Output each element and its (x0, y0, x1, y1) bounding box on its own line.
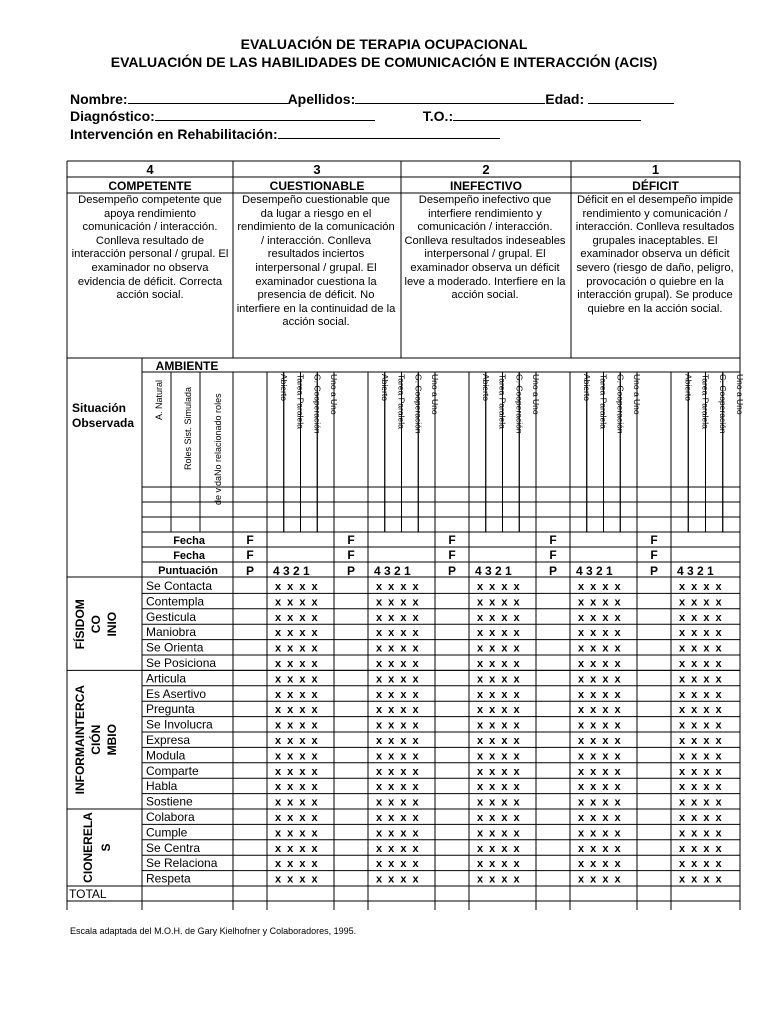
f-marker: F (347, 548, 355, 562)
x-marks: x x x x (275, 781, 320, 794)
x-marks: x x x x (679, 658, 724, 670)
fecha-label: Fecha (173, 550, 205, 562)
x-marks: x x x x (679, 581, 724, 593)
item-label: Se Relaciona (146, 856, 218, 871)
edad-field[interactable] (588, 90, 674, 104)
to-field[interactable] (453, 107, 641, 121)
x-marks: x x x x (477, 611, 522, 624)
x-marks: x x x x (376, 581, 421, 593)
f-marker: F (448, 533, 456, 547)
ambiente-header: AMBIENTE (155, 359, 219, 373)
x-marks: x x x x (679, 750, 724, 763)
x-marks: x x x x (275, 750, 320, 763)
x-marks: x x x x (477, 873, 522, 886)
x-marks: x x x x (578, 719, 623, 732)
social-col-label: G. Cooperación (717, 374, 728, 434)
x-marks: x x x x (275, 596, 320, 609)
f-marker: F (650, 548, 658, 562)
x-marks: x x x x (376, 611, 421, 624)
apellidos-field[interactable] (355, 90, 545, 104)
x-marks: x x x x (679, 611, 724, 624)
ambiente-simulada: Roles Sist. Simulada (183, 386, 193, 470)
social-col-label: Uno a Uno (531, 374, 541, 415)
f-marker: F (246, 548, 254, 562)
situacion-label: Observada (72, 416, 135, 430)
diagnostico-label: Diagnóstico: (70, 108, 155, 124)
x-marks: x x x x (679, 719, 724, 732)
f-marker: F (549, 533, 557, 547)
social-col-label: Tarea Paralela (396, 374, 407, 429)
item-label: Respeta (146, 871, 191, 886)
x-marks: x x x x (477, 842, 522, 855)
edad-label: Edad: (545, 91, 585, 107)
x-marks: x x x x (578, 765, 623, 778)
item-label: Expresa (146, 733, 191, 747)
x-marks: x x x x (477, 596, 522, 609)
x-marks: x x x x (376, 812, 421, 824)
x-marks: x x x x (679, 627, 724, 640)
level-number: 4 (146, 162, 154, 177)
item-label: Se Contacta (146, 579, 213, 593)
x-marks: x x x x (679, 858, 724, 871)
social-col-label: G. Cooperación (413, 374, 424, 434)
social-col-label: Abierto (683, 374, 694, 401)
level-name: COMPETENTE (108, 179, 192, 193)
item-label: Cumple (146, 825, 188, 840)
level-3-desc: Desempeño cuestionable que da lugar a riesgo en el rendimiento de la comunicación / interacción. Conlleva resultados inciertos interpersonal / grupal. El examinador cuestiona la presencia de déficit. No interfiere en la continuidad de la acción social. (236, 194, 396, 329)
x-marks: x x x x (275, 827, 320, 840)
field-row-3 (70, 125, 500, 143)
intervencion-label: Intervención en Rehabilitación: (70, 126, 278, 142)
apellidos-label: Apellidos: (287, 91, 356, 107)
x-marks: x x x x (477, 765, 522, 778)
social-col-label: G. Cooperación (615, 374, 626, 434)
group-label: CO (89, 615, 103, 634)
item-label: Pregunta (146, 702, 195, 717)
item-label: Sostiene (146, 794, 193, 809)
x-marks: x x x x (578, 688, 623, 701)
x-marks: x x x x (477, 796, 522, 809)
x-marks: x x x x (275, 812, 320, 824)
p-marker: P (346, 564, 356, 578)
x-marks: x x x x (275, 719, 320, 732)
item-label: Articula (146, 671, 187, 686)
x-marks: x x x x (376, 719, 421, 732)
group-label: MBIO (105, 724, 119, 756)
x-marks: x x x x (477, 719, 522, 732)
x-marks: x x x x (376, 627, 421, 640)
score-header: 4 3 2 1 (475, 564, 512, 578)
x-marks: x x x x (376, 842, 421, 855)
item-label: Habla (146, 779, 178, 794)
x-marks: x x x x (679, 827, 724, 840)
x-marks: x x x x (275, 765, 320, 778)
x-marks: x x x x (275, 673, 320, 686)
x-marks: x x x x (679, 688, 724, 701)
ambiente-no-relacionado: de vidaNo relacionado roles (213, 393, 223, 505)
x-marks: x x x x (578, 673, 623, 686)
x-marks: x x x x (376, 873, 421, 886)
x-marks: x x x x (275, 842, 320, 855)
social-col-label: Uno a Uno (735, 374, 745, 415)
x-marks: x x x x (578, 658, 623, 670)
x-marks: x x x x (578, 842, 623, 855)
x-marks: x x x x (275, 704, 320, 717)
f-marker: F (549, 548, 557, 562)
footer-note: Escala adaptada del M.O.H. de Gary Kielhofner y Colaboradores, 1995. (70, 926, 357, 936)
x-marks: x x x x (578, 642, 623, 655)
x-marks: x x x x (679, 812, 724, 824)
x-marks: x x x x (578, 581, 623, 593)
x-marks: x x x x (477, 627, 522, 640)
social-col-label: Uno a Uno (632, 374, 642, 415)
p-marker: P (548, 564, 558, 578)
x-marks: x x x x (477, 658, 522, 670)
x-marks: x x x x (578, 704, 623, 717)
f-marker: F (347, 533, 355, 547)
social-col-label: Abierto (278, 374, 289, 401)
group-label: INIO (105, 611, 119, 637)
level-name: CUESTIONABLE (269, 179, 365, 193)
total-label: TOTAL (69, 887, 107, 901)
social-col-label: Tarea Paralela (700, 374, 711, 429)
item-label: Maniobra (146, 625, 197, 640)
level-4-desc: Desempeño competente que apoya rendimiento comunicación / interacción. Conlleva resultado de interacción personal / grupal. El examinador no observa evidencia de déficit. Correcta acción social. (71, 194, 229, 302)
intervencion-field[interactable] (278, 125, 500, 139)
x-marks: x x x x (275, 735, 320, 747)
p-marker: P (649, 564, 659, 578)
score-header: 4 3 2 1 (273, 564, 310, 578)
social-col-label: Uno a Uno (430, 374, 440, 415)
group-label: INFORMAINTERCA (73, 685, 87, 795)
x-marks: x x x x (477, 735, 522, 747)
level-name: DÉFICIT (632, 179, 679, 193)
social-col-label: Uno a Uno (329, 374, 339, 415)
f-marker: F (448, 548, 456, 562)
x-marks: x x x x (679, 842, 724, 855)
social-col-label: Abierto (581, 374, 592, 401)
x-marks: x x x x (376, 673, 421, 686)
group-label: S (99, 843, 113, 852)
x-marks: x x x x (275, 688, 320, 701)
x-marks: x x x x (477, 781, 522, 794)
x-marks: x x x x (477, 827, 522, 840)
group-label: CIONERELA (81, 812, 95, 883)
p-marker: P (447, 564, 457, 578)
social-col-label: G. Cooperación (312, 374, 323, 434)
x-marks: x x x x (376, 781, 421, 794)
x-marks: x x x x (376, 658, 421, 670)
level-number: 2 (482, 162, 490, 177)
level-2-desc: Desempeño inefectivo que interfiere rendimiento y comunicación / interacción. Conlleva resultados indeseables interpersonal / grupal. El examinador observa un déficit leve a moderado. Interfiere en la acción social. (404, 194, 566, 302)
x-marks: x x x x (477, 642, 522, 655)
x-marks: x x x x (578, 596, 623, 609)
x-marks: x x x x (376, 688, 421, 701)
x-marks: x x x x (275, 658, 320, 670)
x-marks: x x x x (679, 704, 724, 717)
score-header: 4 3 2 1 (677, 564, 714, 578)
f-marker: F (246, 533, 254, 547)
x-marks: x x x x (376, 750, 421, 763)
group-label: FÍSIDOM (73, 599, 87, 650)
x-marks: x x x x (578, 873, 623, 886)
x-marks: x x x x (376, 858, 421, 871)
field-row-2 (70, 107, 641, 125)
x-marks: x x x x (679, 735, 724, 747)
x-marks: x x x x (275, 796, 320, 809)
x-marks: x x x x (578, 781, 623, 794)
x-marks: x x x x (275, 627, 320, 640)
score-header: 4 3 2 1 (576, 564, 613, 578)
item-label: Es Asertivo (146, 686, 207, 701)
x-marks: x x x x (578, 796, 623, 809)
x-marks: x x x x (578, 750, 623, 763)
x-marks: x x x x (578, 611, 623, 624)
nombre-field[interactable] (128, 90, 288, 104)
x-marks: x x x x (275, 858, 320, 871)
x-marks: x x x x (376, 596, 421, 609)
level-name: INEFECTIVO (449, 179, 523, 193)
x-marks: x x x x (275, 581, 320, 593)
puntuacion-label: Puntuación (158, 565, 218, 577)
level-1-desc: Déficit en el desempeño impide rendimiento y comunicación / interacción. Conlleva resultados grupales inaceptables. El examinador observa un déficit severo (riesgo de daño, peligro, provocación o quiebre en la interacción grupal). Se produce quiebre en la acción social. (575, 194, 735, 315)
x-marks: x x x x (275, 642, 320, 655)
ambiente-natural: A. Natural (154, 379, 164, 420)
x-marks: x x x x (578, 735, 623, 747)
x-marks: x x x x (679, 673, 724, 686)
item-label: Comparte (146, 763, 199, 778)
x-marks: x x x x (679, 642, 724, 655)
level-number: 3 (313, 162, 321, 177)
x-marks: x x x x (376, 704, 421, 717)
x-marks: x x x x (578, 812, 623, 824)
field-row-1 (70, 90, 674, 108)
x-marks: x x x x (578, 827, 623, 840)
level-number: 1 (651, 162, 660, 177)
x-marks: x x x x (679, 765, 724, 778)
x-marks: x x x x (578, 858, 623, 871)
item-label: Se Centra (146, 840, 201, 855)
nombre-label: Nombre: (70, 91, 128, 107)
x-marks: x x x x (477, 688, 522, 701)
to-label: T.O.: (422, 108, 454, 124)
item-label: Contempla (146, 594, 205, 609)
x-marks: x x x x (477, 812, 522, 824)
item-label: Modula (146, 748, 186, 763)
social-col-label: Tarea Paralela (497, 374, 508, 429)
situacion-label: Situación (72, 401, 127, 415)
item-label: Se Involucra (146, 717, 213, 732)
x-marks: x x x x (376, 765, 421, 778)
x-marks: x x x x (679, 873, 724, 886)
social-col-label: Tarea Paralela (598, 374, 609, 429)
x-marks: x x x x (578, 627, 623, 640)
x-marks: x x x x (376, 735, 421, 747)
x-marks: x x x x (376, 796, 421, 809)
x-marks: x x x x (679, 596, 724, 609)
social-col-label: Abierto (379, 374, 390, 401)
x-marks: x x x x (477, 704, 522, 717)
f-marker: F (650, 533, 658, 547)
social-col-label: Tarea Paralela (295, 374, 306, 429)
item-label: Colabora (146, 810, 195, 824)
x-marks: x x x x (477, 750, 522, 763)
title-line-2: EVALUACIÓN DE LAS HABILIDADES DE COMUNICACIÓN E INTERACCIÓN (ACIS) (110, 54, 658, 70)
x-marks: x x x x (679, 796, 724, 809)
x-marks: x x x x (275, 873, 320, 886)
fecha-label: Fecha (173, 535, 205, 547)
x-marks: x x x x (376, 827, 421, 840)
social-col-label: G. Cooperación (514, 374, 525, 434)
item-label: Gesticula (146, 609, 197, 624)
x-marks: x x x x (477, 581, 522, 593)
x-marks: x x x x (477, 673, 522, 686)
social-col-label: Abierto (480, 374, 491, 401)
title-line-1: EVALUACIÓN DE TERAPIA OCUPACIONAL (240, 36, 528, 52)
x-marks: x x x x (477, 858, 522, 871)
p-marker: P (245, 564, 255, 578)
item-label: Se Posiciona (146, 656, 217, 670)
score-header: 4 3 2 1 (374, 564, 411, 578)
x-marks: x x x x (275, 611, 320, 624)
group-label: CIÓN (89, 724, 103, 755)
x-marks: x x x x (679, 781, 724, 794)
x-marks: x x x x (376, 642, 421, 655)
item-label: Se Orienta (146, 640, 204, 655)
diagnostico-field[interactable] (155, 107, 375, 121)
